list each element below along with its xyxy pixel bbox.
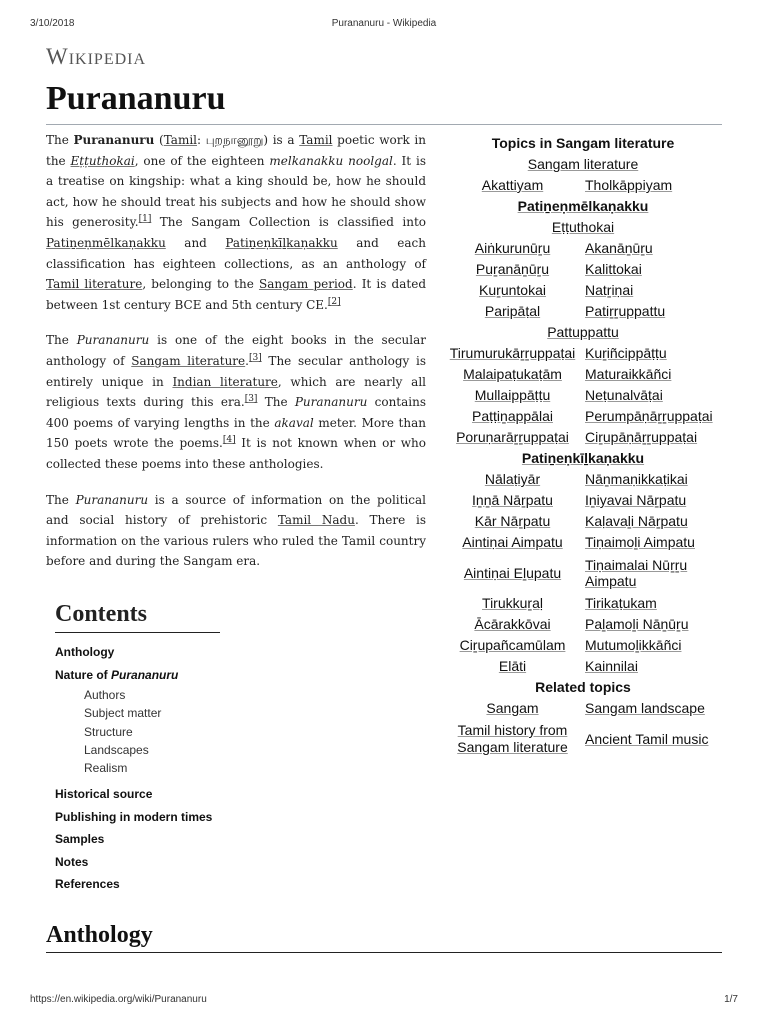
navbox-group-heading[interactable]: Patiṉeṇkīḻkaṇakku [521,450,645,466]
citation-3b[interactable]: [3] [244,394,258,405]
navbox-group-heading[interactable]: Patiṉeṇmēlkaṇakku [517,198,649,214]
text: The [46,133,74,147]
navbox-link[interactable]: Nāṉmaṇikkaṭikai [585,471,688,487]
section-heading-anthology: Anthology [46,922,722,953]
text: The [46,333,77,348]
link-tamil-nadu[interactable]: Tamil Nadu [277,513,355,528]
navbox-link[interactable]: Poruṇarāṟṟuppaṭai [456,429,569,445]
link-patinenkilkanakku[interactable]: Patiṉeṇkīḻkaṇakku [225,235,338,250]
toc-item-samples[interactable]: Samples [55,832,105,847]
navbox-link[interactable]: Natṟiṇai [585,282,634,298]
citation-3[interactable]: [3] [248,352,262,363]
text: The Sangam Collection is classified into [151,215,426,230]
table-of-contents [55,600,220,896]
italic-term: Purananuru [76,333,150,348]
wikipedia-logo[interactable]: Wikipedia [46,44,147,69]
text: poetic work in the [46,133,426,168]
anthology-paragraph [46,330,426,474]
toc-item-historical-source[interactable]: Historical source [55,787,153,802]
print-url: https://en.wikipedia.org/wiki/Purananuru [30,994,207,1005]
navbox-link[interactable]: Tirukkuṟaḷ [482,595,543,611]
navbox-link[interactable]: Tholkāppiyam [585,177,673,193]
navbox-link[interactable]: Ancient Tamil music [585,731,709,747]
print-footer [30,994,738,1008]
navbox-link[interactable]: Perumpāṇāṟṟuppaṭai [585,408,713,424]
text: , belonging to the [142,277,259,292]
print-date: 3/10/2018 [30,18,75,29]
navbox-link[interactable]: Sangam landscape [585,700,705,716]
toc-item-notes[interactable]: Notes [55,854,89,869]
text: . It is dated between 1st century BCE and 5th century CE. [46,277,426,312]
intro-paragraph [46,130,426,315]
navbox-link[interactable]: Kaḷavaḻi Nāṟpatu [585,513,688,529]
text: , which are nearly all religious texts during this era. [46,374,426,410]
navbox-link[interactable]: Kuṟuntokai [479,282,546,298]
text: . It is a treatise on kingship: what a king should be, how he should act, how he should treat his subjects and how he should show his generosity. [46,153,426,230]
italic-term: Purananuru [294,395,368,410]
navbox-link[interactable]: Kār Nāṟpatu [474,513,551,529]
navbox-title: Topics in Sangam literature [491,135,675,151]
text: The secular anthology is entirely unique in [46,353,426,389]
navbox-link[interactable]: Pattuppattu [547,324,619,340]
navbox-link[interactable]: Tiṇaimalai Nūṟṟu Aimpatu [585,557,688,589]
bold-term: Purananuru [73,133,155,147]
navbox-link[interactable]: Tiṇaimoḻi Aimpatu [585,534,695,550]
text: The [46,492,76,507]
toc-item-nature[interactable] [55,664,220,687]
text: and each classification has eighteen collections, as an anthology of [46,235,426,271]
citation-4[interactable]: [4] [222,435,236,446]
navbox-link[interactable]: Malaipaṭukaṭām [463,366,562,382]
link-indian-literature[interactable]: Indian literature [172,374,278,389]
citation-2[interactable]: [2] [327,296,341,307]
navbox-link[interactable]: Tirumurukāṟṟuppaṭai [449,345,576,361]
toc-item-references[interactable]: References [55,877,120,892]
navbox-link[interactable]: Iṉiyavai Nāṟpatu [585,492,687,508]
toc-item-structure[interactable]: Structure [84,724,133,739]
text: . [245,353,249,368]
italic-term: akaval [274,415,314,430]
print-page-title: Purananuru - Wikipedia [331,18,437,29]
navbox-link[interactable]: Kuṟiñcippāṭṭu [585,345,667,361]
citation-1[interactable]: [1] [138,214,152,225]
navbox-link[interactable]: Aiṅkurunūṟu [474,240,551,256]
article-body [46,130,426,587]
print-header [30,18,738,32]
navbox-link[interactable]: Akattiyam [481,177,544,193]
navbox-link[interactable]: Sangam [486,700,539,716]
navbox-related-heading: Related topics [535,679,631,695]
link-tamil-literature[interactable]: Tamil literature [46,277,143,292]
toc-item-authors[interactable]: Authors [84,688,126,702]
navbox-link[interactable]: Aintiṇai Aimpatu [462,534,563,550]
text: The [257,395,295,410]
navbox-link[interactable]: Iṉṉā Nāṟpatu [472,492,553,508]
link-patinenmelkanakku[interactable]: Patiṉeṇmēlkaṇakku [46,235,166,250]
link-sangam-period[interactable]: Sangam period [258,277,353,292]
navbox-link[interactable]: Sangam literature [527,156,639,172]
navbox-link[interactable]: Tamil history from Sangam literature [457,722,568,755]
sangam-navbox [444,132,722,759]
navbox-link[interactable]: Ciṟupāṇāṟṟuppaṭai [585,429,698,445]
navbox-link[interactable]: Paripāṭal [484,303,541,319]
navbox-link[interactable]: Ciṟupañcamūlam [459,637,566,653]
navbox-link[interactable]: Paḻamoḻi Nāṉūṟu [585,616,689,632]
text: and [165,235,226,250]
toc-item-landscapes[interactable]: Landscapes [84,742,149,757]
navbox-link[interactable]: Akanāṉūṟu [585,240,653,256]
italic-term: Purananuru [75,492,149,507]
navbox-link[interactable]: Neṭunalvāṭai [585,387,663,403]
text: is one of the eight books in the secular anthology of [46,333,426,368]
text: It is not known when or who collected these poems into these anthologies. [46,436,426,471]
navbox-link[interactable]: Mutumoḻikkāñci [585,637,682,653]
text: ( [154,133,164,147]
navbox-link[interactable]: Patiṟṟuppattu [585,303,666,319]
italic-term: melkanakku noolgal [269,153,393,168]
text: , one of the eighteen [134,153,270,168]
text: contains 400 poems of varying lengths in the [46,395,426,430]
navbox-link[interactable]: Tirikaṭukam [585,595,657,611]
text: meter. More than 150 poets wrote the poems. [46,415,426,451]
toc-text: Purananuru [111,667,179,682]
link-tamil-language[interactable]: Tamil [163,133,197,147]
navbox-link[interactable]: Paṭṭiṉappālai [472,408,553,424]
navbox-link[interactable]: Kainnilai [585,658,638,674]
toc-text: Nature of [55,667,112,682]
text: : புறநானூறு) is a [197,133,300,147]
navbox-link[interactable]: Mullaippāṭṭu [474,387,551,403]
toc-item-anthology[interactable]: Anthology [55,645,115,659]
toc-item-subject-matter[interactable]: Subject matter [84,706,162,721]
navbox-link[interactable]: Nālaṭiyār [484,471,541,487]
history-paragraph [46,490,426,572]
print-page-number: 1/7 [724,994,738,1005]
link-sangam-literature[interactable]: Sangam literature [131,353,246,368]
navbox-link[interactable]: Maturaikkāñci [585,366,672,382]
toc-item-realism[interactable]: Realism [84,761,128,776]
toc-item-publishing[interactable]: Publishing in modern times [55,809,213,824]
text: is a source of information on the political and social history of prehistoric [46,492,426,528]
navbox-link[interactable]: Ācārakkōvai [474,616,551,632]
link-ettuthokai[interactable]: Eṭṭuthokai [70,153,135,168]
navbox-link[interactable]: Kalittokai [585,261,642,277]
link-tamil[interactable]: Tamil [299,133,333,147]
page-title: Purananuru [46,80,722,125]
navbox-link[interactable]: Eṭṭuthokai [551,219,615,235]
navbox-link[interactable]: Aintiṇai Eḻupatu [463,565,562,581]
contents-heading: Contents [55,600,220,633]
navbox-link[interactable]: Puṟanāṉūṟu [475,261,550,277]
navbox-link[interactable]: Elāti [498,658,527,674]
text: . There is information on the various rulers who ruled the Tamil country before and during the Sangam era. [46,513,426,569]
